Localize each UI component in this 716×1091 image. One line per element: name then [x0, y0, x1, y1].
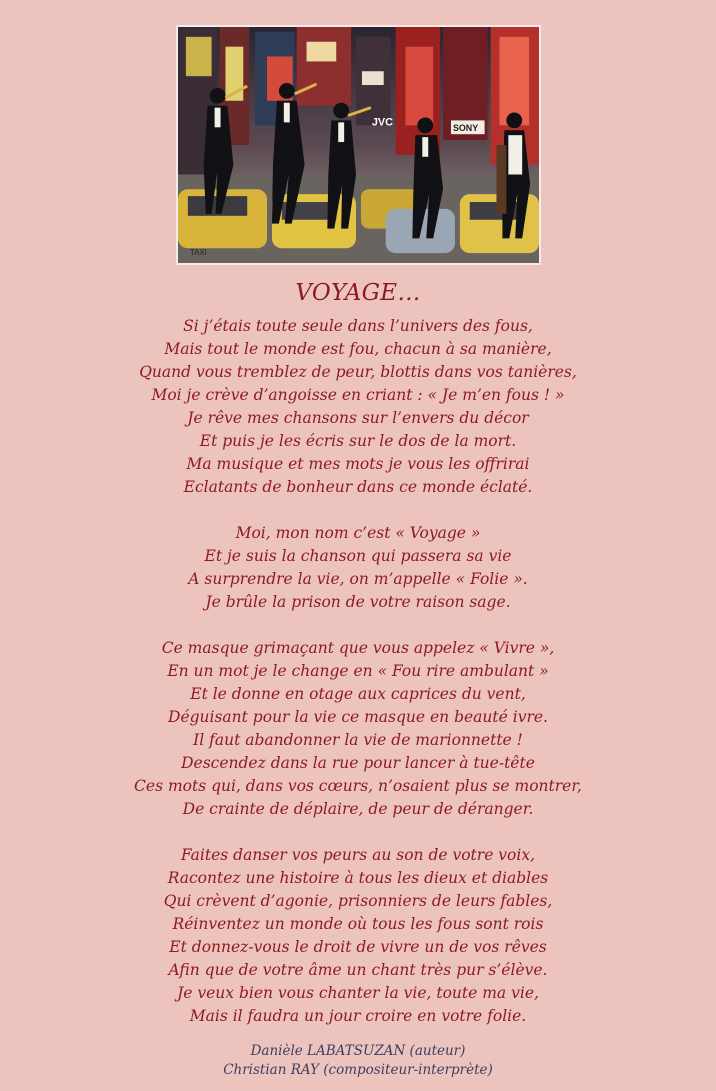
stanza-1	[0, 315, 716, 499]
poem-line: Je brûle la prison de votre raison sage.	[205, 593, 511, 611]
poem-line: Déguisant pour la vie ce masque en beauté ivre.	[168, 708, 548, 726]
poem-body	[0, 315, 716, 1051]
poem-line: Ma musique et mes mots je vous les offrirai	[186, 455, 530, 473]
poem-line: Et le donne en otage aux caprices du vent,	[190, 685, 526, 703]
poem-line: Réinventez un monde où tous les fous sont rois	[172, 915, 544, 933]
sign-taxi: TAXI	[189, 248, 207, 258]
sign-jvc: JVC	[371, 116, 393, 129]
poem-line: Il faut abandonner la vie de marionnette !	[193, 731, 523, 749]
street-jazz-painting	[176, 25, 541, 265]
poem-line: En un mot je le change en « Fou rire ambulant »	[167, 662, 549, 680]
poem-line: Ce masque grimaçant que vous appelez « Vivre »,	[161, 639, 555, 657]
poem-line: Quand vous tremblez de peur, blottis dans vos tanières,	[139, 363, 577, 381]
poem-line: Mais il faudra un jour croire en votre folie.	[189, 1007, 527, 1025]
stanza-3	[0, 637, 716, 821]
poem-line: Je veux bien vous chanter la vie, toute ma vie,	[177, 984, 539, 1002]
credits	[0, 1042, 716, 1080]
painting-icon	[178, 27, 539, 263]
poem-line: Et donnez-vous le droit de vivre un de vos rêves	[169, 938, 547, 956]
poem-line: De crainte de déplaire, de peur de déranger.	[182, 800, 534, 818]
author-credit: Danièle LABATSUZAN (auteur)	[250, 1043, 466, 1059]
poem-line: Racontez une histoire à tous les dieux et diables	[167, 869, 549, 887]
poem-line: Mais tout le monde est fou, chacun à sa manière,	[164, 340, 552, 358]
poem-line: Et je suis la chanson qui passera sa vie	[204, 547, 512, 565]
stanza-4	[0, 844, 716, 1028]
poem-line: Descendez dans la rue pour lancer à tue-tête	[181, 754, 535, 772]
stanza-2	[0, 522, 716, 614]
poem-line: Qui crèvent d’agonie, prisonniers de leurs fables,	[163, 892, 553, 910]
sign-sony: SONY	[452, 123, 479, 134]
poem-line: Moi, mon nom c’est « Voyage »	[235, 524, 481, 542]
poem-line: Et puis je les écris sur le dos de la mort.	[199, 432, 517, 450]
poem-line: Afin que de votre âme un chant très pur s’élève.	[168, 961, 548, 979]
poem-line: A surprendre la vie, on m’appelle « Folie ».	[188, 570, 528, 588]
poem-line: Eclatants de bonheur dans ce monde éclaté.	[183, 478, 533, 496]
poem-line: Je rêve mes chansons sur l’envers du décor	[187, 409, 529, 427]
composer-credit: Christian RAY (compositeur-interprète)	[223, 1062, 493, 1078]
poem-line: Faites danser vos peurs au son de votre voix,	[180, 846, 536, 864]
poem-line: Si j’étais toute seule dans l’univers des fous,	[183, 317, 533, 335]
poem-line: Ces mots qui, dans vos cœurs, n’osaient plus se montrer,	[134, 777, 582, 795]
poem-title: VOYAGE…	[295, 280, 421, 306]
poem-line: Moi je crève d’angoisse en criant : « Je m’en fous ! »	[151, 386, 565, 404]
